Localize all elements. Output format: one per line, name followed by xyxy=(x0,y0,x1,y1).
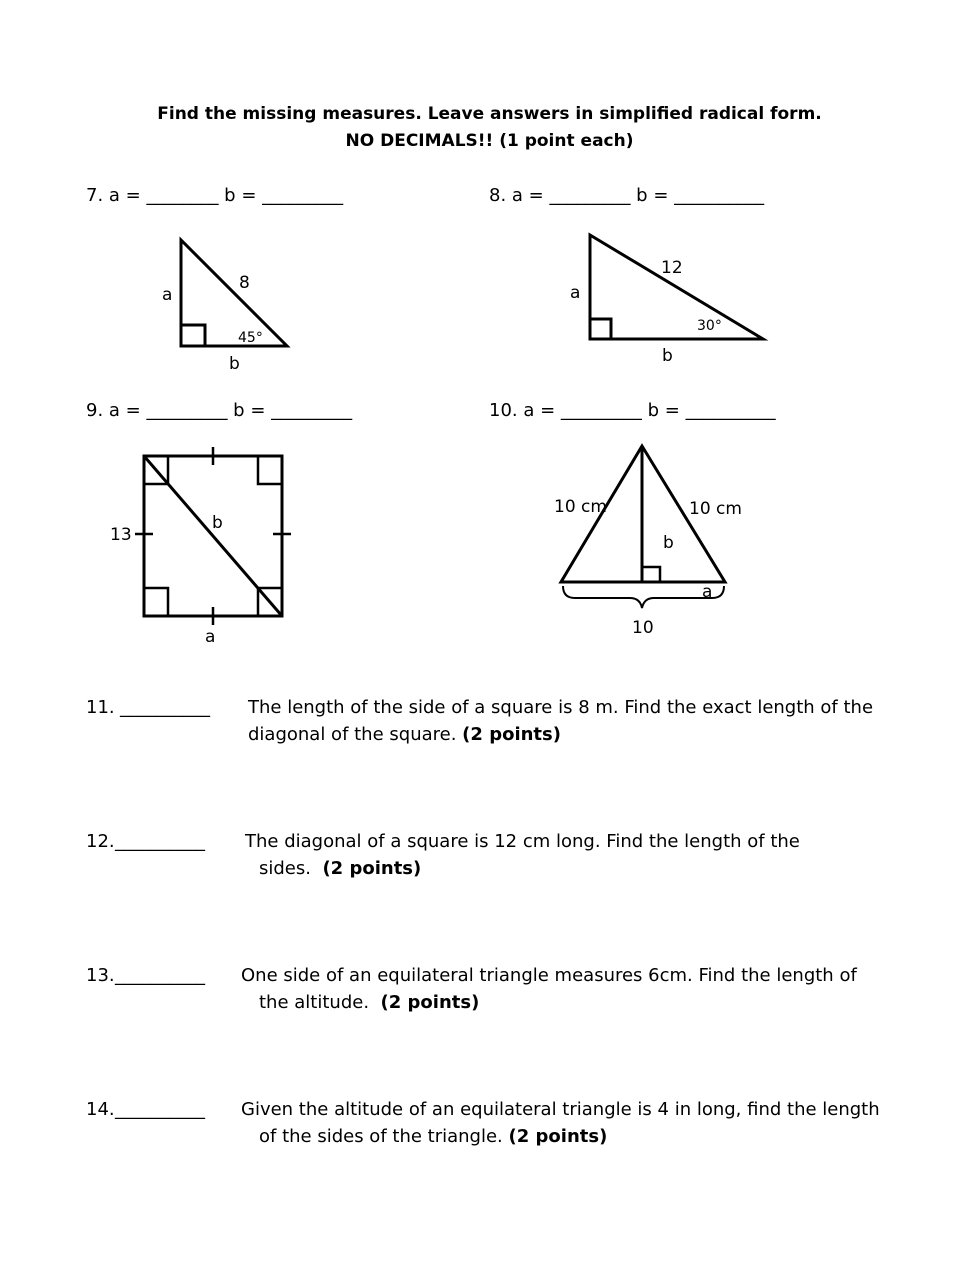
problem-10-prompt: 10. a = _________ b = __________ xyxy=(489,400,776,421)
problem-8-label-a: a xyxy=(570,283,581,303)
problem-14-number: 14. xyxy=(86,1099,115,1120)
problem-8-prompt: 8. a = _________ b = __________ xyxy=(489,185,765,206)
problem-11-points: (2 points) xyxy=(462,724,561,745)
problem-13-text-line-2-main: the altitude. xyxy=(259,992,370,1013)
problem-14-text-line-1: Given the altitude of an equilateral triangle is 4 in long, find the length xyxy=(241,1099,880,1120)
problem-13-answer-blank[interactable]: __________ xyxy=(115,965,205,986)
problem-10-label-a: a xyxy=(702,582,713,602)
problem-7-label-angle: 45° xyxy=(238,330,263,346)
problem-12-number: 12. xyxy=(86,831,115,852)
problem-7-label-a: a xyxy=(162,285,173,305)
problem-12-answer-blank[interactable]: __________ xyxy=(115,831,205,852)
problem-12-points: (2 points) xyxy=(322,858,422,879)
problem-14-points: (2 points) xyxy=(508,1126,608,1147)
problem-9-label-side: 13 xyxy=(110,525,132,545)
problem-7-prompt: 7. a = ________ b = _________ xyxy=(86,185,344,206)
problem-8-label-angle: 30° xyxy=(697,318,722,334)
instructions-line-2: NO DECIMALS!! (1 point each) xyxy=(345,131,634,151)
problem-14-text-line-2 xyxy=(259,1126,607,1147)
problem-9-label-b: b xyxy=(212,513,223,533)
instructions-line-1: Find the missing measures. Leave answers in simplified radical form. xyxy=(157,104,822,124)
problem-8-label-b: b xyxy=(662,346,673,366)
problem-11-text-line-2 xyxy=(248,724,561,745)
problem-11-number: 11. xyxy=(86,697,115,718)
problem-10-label-base: 10 xyxy=(632,618,654,638)
problem-9-label-a: a xyxy=(205,627,216,647)
problem-13-text-line-1: One side of an equilateral triangle measures 6cm. Find the length of xyxy=(241,965,857,986)
problem-7-label-hyp: 8 xyxy=(239,273,250,293)
problem-12-text-line-2-main: sides. xyxy=(259,858,311,879)
problem-11-text-line-1: The length of the side of a square is 8 m. Find the exact length of the xyxy=(248,697,874,718)
problem-10-label-b: b xyxy=(663,533,674,553)
problem-11-text-line-2-main: diagonal of the square. xyxy=(248,724,457,745)
problem-13-text-line-2 xyxy=(259,992,479,1013)
problem-9-prompt: 9. a = _________ b = _________ xyxy=(86,400,353,421)
problem-7-label-b: b xyxy=(229,354,240,374)
problem-8-label-hyp: 12 xyxy=(661,258,683,278)
problem-11-answer-blank[interactable]: __________ xyxy=(120,697,210,718)
problem-12-text-line-1: The diagonal of a square is 12 cm long. Find the length of the xyxy=(245,831,800,852)
problem-13-points: (2 points) xyxy=(380,992,480,1013)
problem-10-right-angle-mark xyxy=(642,567,660,582)
problem-10-label-left: 10 cm xyxy=(554,497,607,517)
problem-10-label-right: 10 cm xyxy=(689,499,742,519)
problem-14-answer-blank[interactable]: __________ xyxy=(115,1099,205,1120)
problem-13-number: 13. xyxy=(86,965,115,986)
problem-12-text-line-2 xyxy=(259,858,421,879)
problem-14-text-line-2-main: of the sides of the triangle. xyxy=(259,1126,503,1147)
problem-10-base-brace xyxy=(563,586,724,608)
